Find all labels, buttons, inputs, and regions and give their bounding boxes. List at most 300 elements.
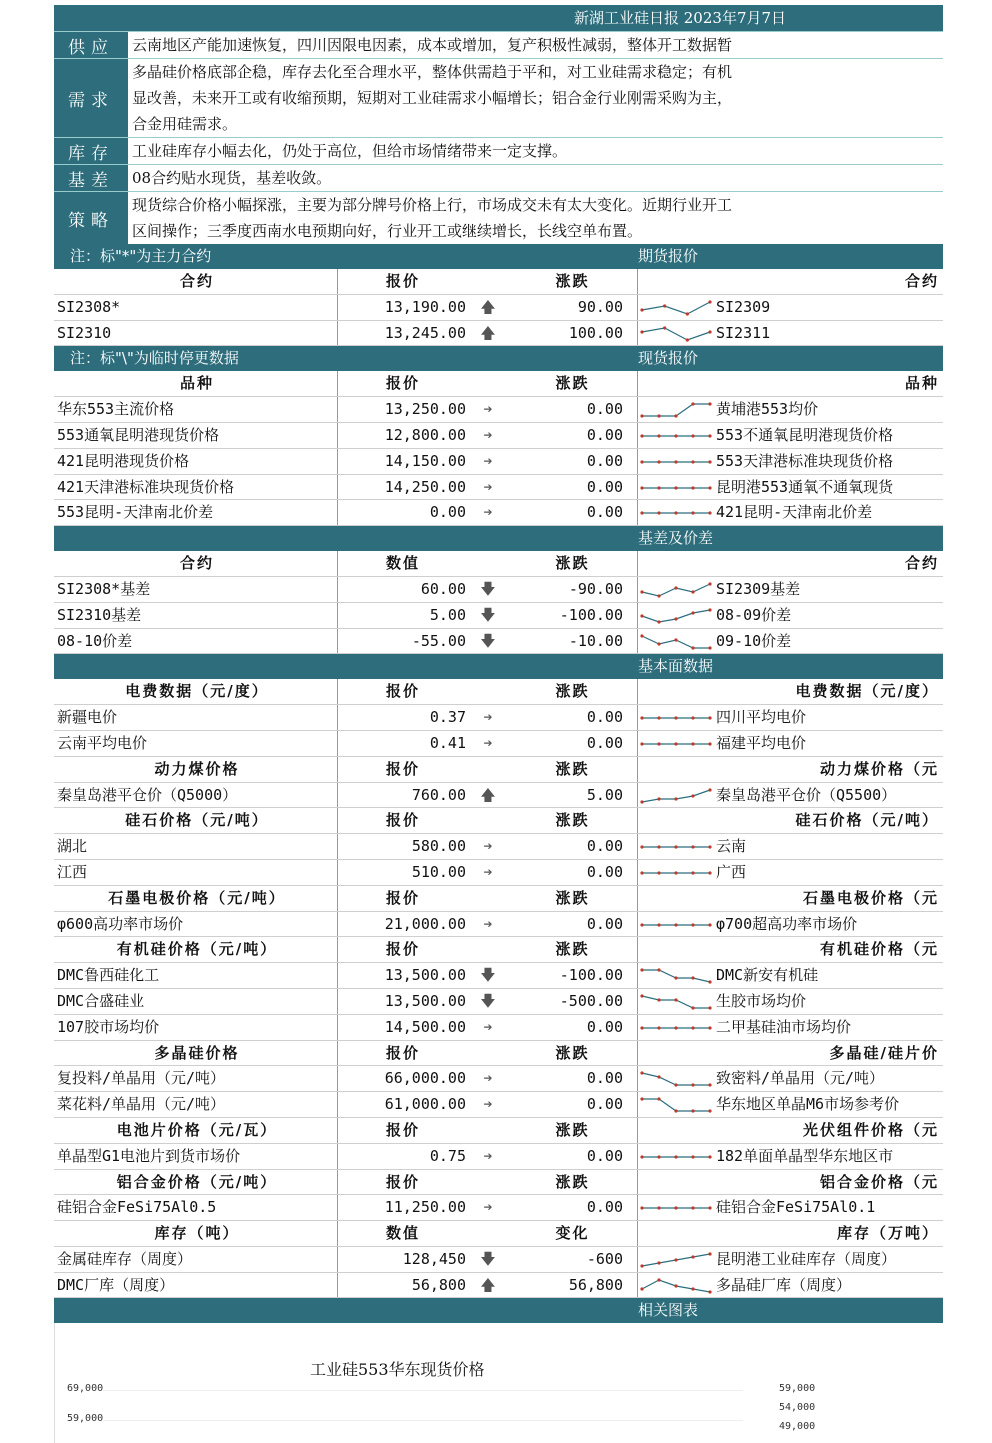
sparkline-point: [691, 590, 694, 593]
sparkline-cell: [638, 731, 714, 756]
row-price: 13,500.00: [384, 966, 466, 985]
table-row: [54, 989, 943, 1015]
trend-arrow-icon: [468, 1170, 508, 1195]
row-price: 报价: [385, 682, 420, 701]
row-price: 报价: [385, 811, 420, 830]
row-name: SI2310基差: [54, 603, 338, 628]
sparkline: [640, 299, 712, 317]
sparkline-point: [691, 846, 694, 849]
trend-arrow-icon: ➔: [483, 862, 493, 881]
row-right-name: 昆明港553通氧不通氧现货: [716, 477, 894, 496]
table-row: [54, 1015, 943, 1041]
row-change: 0.00: [508, 860, 638, 885]
table-row: [54, 1066, 943, 1092]
row-change: 涨跌: [508, 371, 638, 396]
section-bar: [54, 526, 943, 551]
row-right-name: 品种: [904, 374, 939, 393]
sparkline-point: [657, 1076, 660, 1079]
row-price: 14,150.00: [384, 451, 466, 470]
sparkline-point: [640, 871, 643, 874]
row-name: 421昆明港现货价格: [54, 449, 338, 474]
trend-arrow-icon: 🡅: [480, 785, 496, 804]
sparkline-cell: [638, 912, 714, 937]
sparkline: [640, 993, 712, 1011]
table-row: [54, 731, 943, 757]
sparkline-point: [708, 460, 711, 463]
trend-arrow-icon: 🡇: [480, 579, 496, 598]
summary-text: [128, 32, 943, 58]
sparkline-point: [640, 308, 643, 311]
row-right-name: 硅铝合金FeSi75Al0.1: [716, 1198, 876, 1217]
sparkline-cell: [638, 1273, 714, 1298]
sparkline-point: [674, 717, 677, 720]
sparkline-point: [674, 1207, 677, 1210]
row-name: 铝合金价格（元/吨）: [54, 1170, 338, 1195]
row-name: 华东553主流价格: [54, 397, 338, 422]
table-row: [54, 1144, 943, 1170]
sparkline-point: [691, 434, 694, 437]
sparkline-point: [674, 1026, 677, 1029]
table-row: [54, 705, 943, 731]
row-price: 报价: [385, 940, 420, 959]
trend-arrow-icon: ➔: [483, 477, 493, 496]
row-price: 14,500.00: [384, 1017, 466, 1036]
sparkline-point: [691, 1155, 694, 1158]
row-name: φ600高功率市场价: [54, 912, 338, 937]
row-price: 数值: [385, 1224, 420, 1243]
row-change: 涨跌: [508, 937, 638, 962]
sparkline-point: [657, 1261, 660, 1264]
row-right-name: 553天津港标准块现货价格: [716, 451, 894, 470]
row-right-name: SI2309基差: [716, 579, 801, 598]
trend-arrow-icon: ➔: [483, 733, 493, 752]
charts-section-bar: [54, 1298, 943, 1323]
sparkline-point: [657, 998, 660, 1001]
row-name: 硅铝合金FeSi75Al0.5: [54, 1195, 338, 1220]
row-right-name: 电费数据（元/度）: [795, 682, 939, 701]
sparkline: [640, 1019, 712, 1037]
sparkline-cell: [638, 423, 714, 448]
sparkline-point: [674, 998, 677, 1001]
sparkline-point: [640, 1264, 643, 1267]
row-price: 21,000.00: [384, 914, 466, 933]
row-right-name: DMC新安有机硅: [716, 966, 819, 985]
sparkline-line: [642, 584, 710, 596]
row-name: 品种: [54, 371, 338, 396]
right-y-tick: 59,000: [779, 1383, 816, 1395]
sparkline-point: [663, 326, 666, 329]
sparkline-point: [708, 742, 711, 745]
row-price: 13,245.00: [384, 323, 466, 342]
sparkline-point: [708, 434, 711, 437]
summary-label: 策略: [54, 192, 128, 244]
sparkline-point: [657, 594, 660, 597]
sparkline-point: [657, 415, 660, 418]
sparkline-point: [640, 800, 643, 803]
row-price: 13,500.00: [384, 991, 466, 1010]
table-row: [54, 603, 943, 629]
sparkline-point: [674, 1110, 677, 1113]
row-right-name: SI2309: [716, 297, 771, 316]
table-row: [54, 423, 943, 449]
right-y-tick: 49,000: [779, 1421, 816, 1433]
table-header-row: [54, 551, 943, 577]
sparkline-point: [674, 742, 677, 745]
row-right-name: 多晶硅厂库（周度）: [716, 1275, 852, 1294]
row-right-name: 黄埔港553均价: [716, 400, 819, 419]
trend-arrow-icon: ➔: [483, 1146, 493, 1165]
sparkline-point: [657, 846, 660, 849]
row-change: 0.00: [508, 1015, 638, 1040]
sparkline-point: [708, 1290, 711, 1293]
row-right-name: 二甲基硅油市场均价: [716, 1017, 852, 1036]
row-price: 0.37: [429, 708, 466, 727]
sparkline-point: [657, 642, 660, 645]
summary-line: 工业硅库存小幅去化，仍处于高位，但给市场情绪带来一定支撑。: [132, 142, 568, 160]
table-row: [54, 629, 943, 655]
report-title-bar: [54, 5, 943, 31]
summary-label: 需求: [54, 59, 128, 137]
sparkline-cell: [638, 783, 714, 808]
sparkline-point: [640, 742, 643, 745]
summary-line: 区间操作；三季度西南水电预期向好，行业开工或继续增长，长线空单布置。: [132, 222, 643, 240]
trend-arrow-icon: 🡇: [480, 1249, 496, 1268]
trend-arrow-icon: ➔: [483, 400, 493, 419]
summary-line: 多晶硅价格底部企稳，库存去化至合理水平，整体供需趋于平和，对工业硅需求稳定；有机: [132, 63, 733, 81]
sparkline: [640, 967, 712, 985]
sparkline-point: [640, 1072, 643, 1075]
sparkline-point: [708, 923, 711, 926]
sparkline-point: [657, 620, 660, 623]
summary-text: [128, 59, 943, 137]
table-header-row: [54, 1041, 943, 1067]
summary-block: [54, 31, 943, 244]
sparkline-cell: [638, 1195, 714, 1220]
row-name: 有机硅价格（元/吨）: [54, 937, 338, 962]
row-name: 金属硅库存（周度）: [54, 1247, 338, 1272]
row-price: 66,000.00: [384, 1069, 466, 1088]
row-name: 硅石价格（元/吨）: [54, 808, 338, 833]
sparkline-point: [691, 512, 694, 515]
row-change: 涨跌: [508, 757, 638, 782]
sparkline-point: [691, 486, 694, 489]
row-change: -100.00: [508, 603, 638, 628]
row-right-name: φ700超高功率市场价: [716, 914, 858, 933]
summary-line: 合金用硅需求。: [132, 115, 238, 133]
sparkline-point: [640, 1207, 643, 1210]
sparkline-line: [642, 404, 710, 416]
row-right-name: 铝合金价格（元: [819, 1172, 939, 1191]
trend-arrow-icon: 🡅: [480, 297, 496, 316]
sparkline-point: [657, 969, 660, 972]
sparkline-point: [708, 846, 711, 849]
sparkline-point: [708, 1207, 711, 1210]
sparkline-point: [691, 1084, 694, 1087]
table-row: [54, 449, 943, 475]
table-row: [54, 860, 943, 886]
row-price: -55.00: [411, 631, 466, 650]
sparkline-point: [657, 717, 660, 720]
section-note: [54, 654, 638, 679]
trend-arrow-icon: ➔: [483, 503, 493, 522]
row-price: 0.75: [429, 1146, 466, 1165]
row-change: 0.00: [508, 449, 638, 474]
sparkline-point: [691, 460, 694, 463]
row-name: 多晶硅价格: [54, 1041, 338, 1066]
sparkline-point: [657, 923, 660, 926]
row-right-name: 多晶硅/硅片价: [829, 1043, 939, 1062]
sparkline: [640, 1199, 712, 1217]
sparkline-point: [708, 300, 711, 303]
row-change: -90.00: [508, 577, 638, 602]
row-right-name: 广西: [716, 862, 747, 881]
sparkline-cell: [638, 989, 714, 1014]
table-row: [54, 963, 943, 989]
sparkline-cell: [638, 1221, 714, 1246]
table-header-row: [54, 1170, 943, 1196]
row-change: 0.00: [508, 423, 638, 448]
sparkline-cell: [638, 1144, 714, 1169]
sparkline-point: [674, 871, 677, 874]
row-change: 涨跌: [508, 551, 638, 576]
row-right-name: 553不通氧昆明港现货价格: [716, 425, 894, 444]
table-row: [54, 1273, 943, 1299]
sparkline-cell: [638, 1066, 714, 1091]
row-right-name: 四川平均电价: [716, 708, 807, 727]
table-row: [54, 1195, 943, 1221]
sparkline-cell: [638, 603, 714, 628]
trend-arrow-icon: [468, 1221, 508, 1246]
sparkline-cell: [638, 449, 714, 474]
sparkline-point: [640, 486, 643, 489]
row-name: 新疆电价: [54, 705, 338, 730]
row-change: 0.00: [508, 397, 638, 422]
row-right-name: 08-09价差: [716, 605, 792, 624]
row-price: 128,450: [402, 1249, 466, 1268]
table-row: [54, 397, 943, 423]
row-name: 动力煤价格: [54, 757, 338, 782]
sparkline-point: [691, 646, 694, 649]
row-change: 涨跌: [508, 679, 638, 704]
sparkline-point: [708, 646, 711, 649]
sparkline-point: [708, 1155, 711, 1158]
row-right-name: 动力煤价格（元: [819, 759, 939, 778]
left-y-tick: 59,000: [67, 1413, 104, 1425]
sparkline: [640, 1277, 712, 1295]
daily-report: [54, 5, 943, 1443]
summary-line: 显改善，未来开工或有收缩预期，短期对工业硅需求小幅增长；铝合金行业刚需采购为主，: [132, 89, 733, 107]
row-change: 90.00: [508, 295, 638, 320]
summary-line: 08合约贴水现货，基差收敛。: [132, 169, 332, 187]
sparkline-point: [657, 460, 660, 463]
row-price: 0.00: [429, 503, 466, 522]
sparkline-point: [657, 512, 660, 515]
sparkline-point: [708, 788, 711, 791]
row-price: 580.00: [411, 837, 466, 856]
sparkline-point: [691, 742, 694, 745]
row-change: -500.00: [508, 989, 638, 1014]
trend-arrow-icon: ➔: [483, 1095, 493, 1114]
data-sections: [54, 244, 943, 1298]
sparkline-point: [708, 1006, 711, 1009]
report-title: 新湖工业硅日报 2023年7月7日: [574, 9, 787, 27]
sparkline-point: [708, 1026, 711, 1029]
summary-text: [128, 192, 943, 244]
sparkline-point: [674, 486, 677, 489]
sparkline-point: [674, 797, 677, 800]
row-price: 0.41: [429, 733, 466, 752]
sparkline: [640, 709, 712, 727]
sparkline: [640, 735, 712, 753]
sparkline-point: [674, 923, 677, 926]
sparkline-cell: [638, 1170, 714, 1195]
row-right-name: 生胶市场均价: [716, 991, 807, 1010]
sparkline-point: [640, 415, 643, 418]
row-price: 数值: [385, 554, 420, 573]
sparkline-cell: [638, 295, 714, 320]
summary-row: [54, 164, 943, 191]
trend-arrow-icon: [468, 679, 508, 704]
row-price: 61,000.00: [384, 1095, 466, 1114]
row-change: 变化: [508, 1221, 638, 1246]
summary-line: 云南地区产能加速恢复，四川因限电因素，成本或增加，复产积极性减弱，整体开工数据暂: [132, 36, 733, 54]
sparkline-point: [657, 797, 660, 800]
row-right-name: 182单面单晶型华东地区市: [716, 1146, 894, 1165]
table-header-row: [54, 886, 943, 912]
summary-row: [54, 31, 943, 58]
sparkline-cell: [638, 475, 714, 500]
sparkline-point: [657, 1207, 660, 1210]
sparkline-point: [708, 1252, 711, 1255]
trend-arrow-icon: [468, 269, 508, 294]
row-name: 菜花料/单晶用（元/吨）: [54, 1092, 338, 1117]
sparkline-point: [640, 846, 643, 849]
row-change: 涨跌: [508, 808, 638, 833]
row-price: 报价: [385, 759, 420, 778]
sparkline-point: [657, 1026, 660, 1029]
sparkline-point: [708, 1084, 711, 1087]
row-price: 报价: [385, 1120, 420, 1139]
sparkline-point: [691, 871, 694, 874]
row-price: 12,800.00: [384, 425, 466, 444]
row-name: 秦皇岛港平仓价（Q5000）: [54, 783, 338, 808]
sparkline-point: [691, 1255, 694, 1258]
row-name: SI2308*基差: [54, 577, 338, 602]
sparkline-cell: [638, 577, 714, 602]
trend-arrow-icon: 🡇: [480, 991, 496, 1010]
row-name: 库存（吨）: [54, 1221, 338, 1246]
sparkline: [640, 1070, 712, 1088]
sparkline-cell: [638, 1015, 714, 1040]
trend-arrow-icon: [468, 551, 508, 576]
row-price: 报价: [385, 374, 420, 393]
row-price: 报价: [385, 888, 420, 907]
trend-arrow-icon: ➔: [483, 425, 493, 444]
sparkline-point: [674, 512, 677, 515]
sparkline-cell: [638, 757, 714, 782]
row-change: 0.00: [508, 731, 638, 756]
row-change: 涨跌: [508, 1118, 638, 1143]
sparkline-line: [642, 970, 710, 982]
left-y-tick: 69,000: [67, 1383, 104, 1395]
trend-arrow-icon: ➔: [483, 1198, 493, 1217]
section-title: 现货报价: [638, 349, 699, 368]
section-title: 基本面数据: [638, 657, 714, 676]
sparkline-point: [640, 590, 643, 593]
row-name: 复投料/单晶用（元/吨）: [54, 1066, 338, 1091]
section-note: [54, 526, 638, 551]
table-header-row: [54, 679, 943, 705]
row-change: 涨跌: [508, 1170, 638, 1195]
sparkline-cell: [638, 808, 714, 833]
row-change: -600: [508, 1247, 638, 1272]
sparkline-point: [691, 403, 694, 406]
row-name: DMC厂库（周度）: [54, 1273, 338, 1298]
sparkline: [640, 633, 712, 651]
sparkline-point: [657, 1278, 660, 1281]
row-price: 510.00: [411, 862, 466, 881]
row-change: 0.00: [508, 912, 638, 937]
trend-arrow-icon: [468, 1041, 508, 1066]
row-name: DMC合盛硅业: [54, 989, 338, 1014]
trend-arrow-icon: ➔: [483, 1017, 493, 1036]
trend-arrow-icon: ➔: [483, 708, 493, 727]
sparkline-cell: [638, 1041, 714, 1066]
sparkline-point: [640, 1287, 643, 1290]
row-change: 0.00: [508, 500, 638, 525]
summary-label: 供应: [54, 32, 128, 58]
row-name: SI2310: [54, 321, 338, 346]
row-change: 0.00: [508, 705, 638, 730]
left-chart-title: 工业硅553华东现货价格: [310, 1360, 485, 1380]
row-name: 湖北: [54, 834, 338, 859]
row-right-name: 合约: [904, 554, 939, 573]
row-change: 0.00: [508, 1092, 638, 1117]
sparkline-point: [674, 415, 677, 418]
trend-arrow-icon: 🡅: [480, 323, 496, 342]
sparkline-point: [657, 742, 660, 745]
row-change: 0.00: [508, 1144, 638, 1169]
row-change: -10.00: [508, 629, 638, 654]
gridline: [103, 1390, 743, 1391]
sparkline-point: [708, 582, 711, 585]
sparkline-point: [691, 977, 694, 980]
sparkline: [640, 401, 712, 419]
row-price: 760.00: [411, 785, 466, 804]
sparkline-point: [640, 434, 643, 437]
row-right-name: 421昆明-天津南北价差: [716, 503, 873, 522]
summary-text: [128, 138, 943, 164]
table-header-row: [54, 269, 943, 295]
sparkline-cell: [638, 269, 714, 294]
sparkline-cell: [638, 1092, 714, 1117]
sparkline-point: [708, 512, 711, 515]
sparkline-point: [708, 981, 711, 984]
table-header-row: [54, 1118, 943, 1144]
sparkline-point: [691, 717, 694, 720]
row-right-name: 光伏组件价格（元: [802, 1120, 939, 1139]
sparkline-point: [657, 486, 660, 489]
row-change: 5.00: [508, 783, 638, 808]
trend-arrow-icon: 🡅: [480, 1275, 496, 1294]
section-note: 注：标"\"为临时停更数据: [70, 349, 239, 368]
summary-text: [128, 165, 943, 191]
section-title: 基差及价差: [638, 529, 714, 548]
sparkline-cell: [638, 963, 714, 988]
sparkline-cell: [638, 860, 714, 885]
row-name: 电池片价格（元/瓦）: [54, 1118, 338, 1143]
trend-arrow-icon: [468, 937, 508, 962]
